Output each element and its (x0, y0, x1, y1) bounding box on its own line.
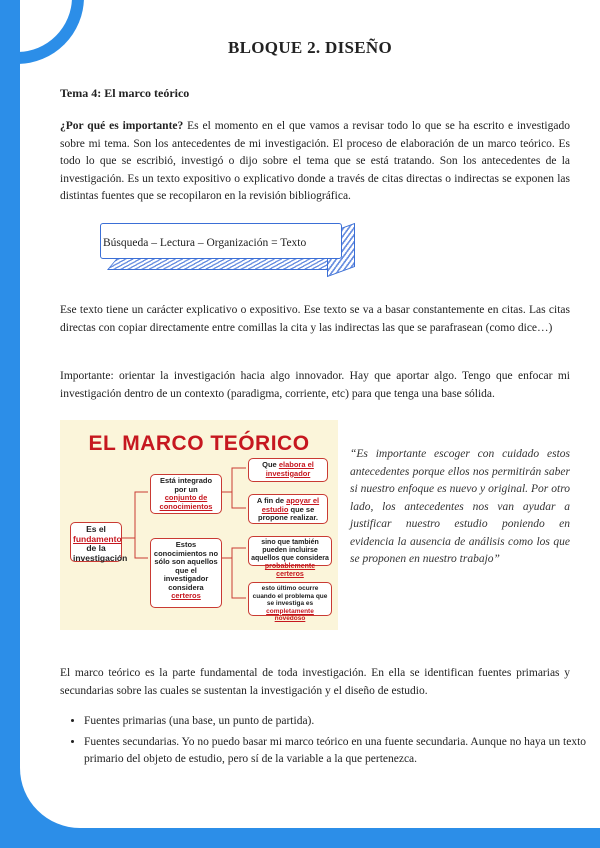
paragraph-marco: El marco teórico es la parte fundamental de toda investigación. En ella se identifican fuentes primarias y secundarias sobre las cuales se sustentan la investigación y el diseño de estudio. (60, 667, 570, 697)
intro-question: ¿Por qué es importante? (60, 120, 184, 132)
list-item: • Fuentes primarias (una base, un punto de partida). (84, 713, 594, 731)
intro-text: Es el momento en el que vamos a revisar todo lo que se ha escrito e investigado sobre mi tema. Son los antecedentes de mi investigación. El proceso de elaboración de un marco teórico. Es todo lo que se escribió, investigó o dijo sobre el tema que se está tratando. Son los antecedentes de la investigación. Es un texto expositivo o explicativo donde a través de citas directas o indirectas se exponen las distintas fuentes que se recopilaron en la revisión bibliográfica. (60, 120, 570, 202)
diagram-title: EL MARCO TEÓRICO (88, 432, 310, 455)
diagram-node-novedoso: esto último ocurre cuando el problema que se investiga es completamente novedoso (248, 582, 332, 616)
page-title: BLOQUE 2. DISEÑO (228, 38, 392, 57)
diagram-node-conocimientos: Estos conocimientos no sólo son aquellos que el investigador considera certeros (150, 538, 222, 608)
intro-paragraph (60, 118, 570, 206)
paragraph-citations: Ese texto tiene un carácter explicativo o expositivo. Ese texto se va a basar constantemente en citas. Las citas directas con copiar directamente entre comillas la cita y las indirectas las que se parafrasean (como dice…) (60, 304, 570, 334)
sources-list (60, 713, 594, 772)
section-subtitle: Tema 4: El marco teórico (60, 86, 190, 100)
quote-block: “Es importante escoger con cuidado estos antecedentes porque ellos nos permitirán saber si nuestro enfoque es nuevo y original. Por otro lado, los antecedentes nos van ayudar a justificar nuestro estudio poniendo en evidencia la ausencia de análisis como los que se proponen en nuestro trabajo” (350, 448, 570, 565)
diagram-node-fundamento: Es el fundamento de la investigación (70, 522, 122, 562)
diagram-node-apoyar: A fin de apoyar el estudio que se propone realizar. (248, 494, 328, 524)
marco-teorico-diagram (60, 420, 338, 630)
diagram-node-conjunto: Está integrado por un conjunto de conocimientos (150, 474, 222, 514)
formula-box-bottom (107, 258, 347, 270)
list-item: • Fuentes secundarias. Yo no puedo basar mi marco teórico en una fuente secundaria. Aunque no haya un texto primario del objeto de estudio, pero sí de la variable a la que pertenezca. (84, 734, 594, 769)
paragraph-important: Importante: orientar la investigación hacia algo innovador. Hay que aportar algo. Tengo que enfocar mi investigación dentro de un contexto (paradigma, corriente, etc) para que tenga una base sólida. (60, 370, 570, 400)
diagram-node-elabora: Que elabora el investigador (248, 458, 328, 482)
document-page (20, 0, 600, 828)
formula-text: Búsqueda – Lectura – Organización = Texto (103, 237, 307, 249)
diagram-node-probablemente: sino que también pueden incluirse aquellos que considera probablemente certeros (248, 536, 332, 566)
